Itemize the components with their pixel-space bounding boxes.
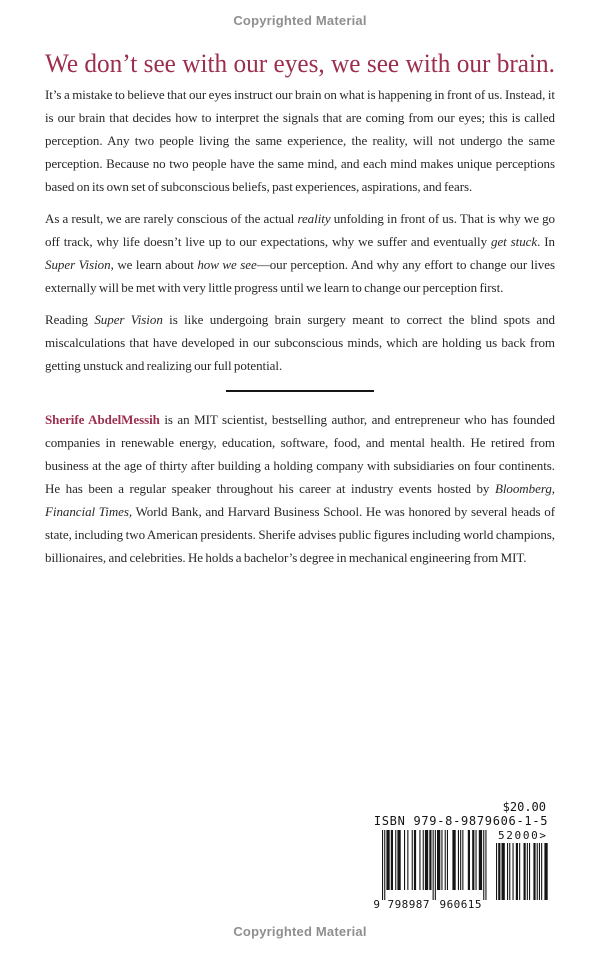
text-run: . In — [537, 234, 555, 249]
barcode-digits: 52000> — [498, 830, 546, 842]
text-run: Super Vision, — [45, 257, 114, 272]
text-run: World Bank, and Harvard Business School. He was honored by several heads of state, including two American presidents. Sherife advises public figures including world champions, billionaires, and celebrities. He holds a bachelor’s degree in mechanical engineering from MIT. — [45, 504, 555, 565]
back-cover-text — [45, 46, 555, 569]
barcode-row — [372, 830, 550, 910]
text-run: is like undergoing brain surgery meant to correct the blind spots and miscalculations that have developed in our subconscious minds, which are holding us back from getting unstuck and realizing our full potential. — [45, 312, 555, 373]
ean13-barcode — [372, 830, 490, 910]
text-run: unfolding in front of us. That is why we go off track, why life doesn’t live up to our expectations, why we suffer and eventually — [45, 211, 555, 249]
section-divider — [226, 390, 374, 392]
text-run: reality — [297, 211, 331, 226]
text-run: is an MIT scientist, bestselling author, and entrepreneur who has founded companies in renewable energy, education, software, food, and mental health. He retired from business at the age of thirty after building a holding company with subsidiaries on four continents. He has been a regular speaker throughout his career at industry events hosted by — [45, 412, 555, 496]
text-run: It’s a mistake to believe that our eyes instruct our brain on what is happening in front of us. Instead, it is our brain that decides how to interpret the signals that are coming from our eyes; this is called perception. Any two people living the same experience, the reality, will not undergo the same perception. Because no two people have the same mind, and each mind makes unique perceptions based on its own set of subconscious beliefs, past experiences, aspirations, and fears. — [45, 87, 555, 194]
copyright-notice-top: Copyrighted Material — [233, 13, 367, 28]
text-run: —our perception. And why any effort to change our lives externally will be met with very little progress until we learn to change our perception first. — [45, 257, 555, 295]
headline — [45, 46, 555, 79]
addon-barcode — [496, 830, 549, 910]
text-run: Bloomberg, Financial Times, — [45, 481, 555, 519]
author-name: Sherife AbdelMessih — [45, 412, 160, 427]
text-run: As a result, we are rarely conscious of the actual — [45, 211, 298, 226]
barcode-digits: 960615 — [439, 898, 482, 910]
headline-text: We don’t see with our eyes, we see with our brain. — [45, 48, 555, 78]
text-run: get stuck — [491, 234, 538, 249]
text-run: Reading — [45, 312, 95, 327]
barcode-digits: 9 — [373, 898, 380, 910]
synopsis-paragraph-2 — [45, 207, 555, 299]
text-run: we learn about — [113, 257, 198, 272]
author-bio-paragraph — [45, 408, 555, 569]
synopsis-paragraph-1 — [45, 83, 555, 198]
synopsis-paragraph-3 — [45, 308, 555, 377]
text-run: how we see — [197, 257, 257, 272]
copyright-notice-bottom: Copyrighted Material — [233, 924, 367, 939]
isbn-label: ISBN 979-8-9879606-1-5 — [373, 814, 549, 828]
barcode-block — [372, 800, 550, 910]
text-run: Super Vision — [94, 312, 163, 327]
price-label: $20.00 — [502, 800, 546, 814]
barcode-digits: 798987 — [387, 898, 430, 910]
